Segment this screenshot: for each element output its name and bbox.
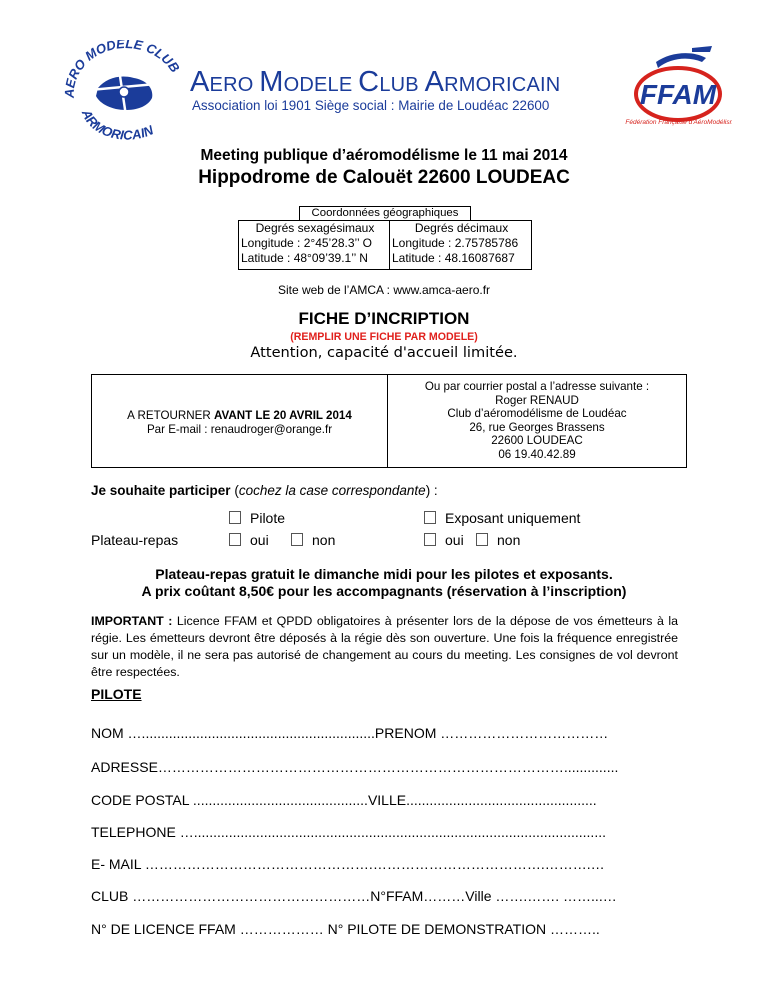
exposant-plateau-oui[interactable]: oui: [424, 532, 464, 548]
pilote-oui-checkbox[interactable]: [229, 533, 241, 546]
club-logo: [60, 40, 190, 145]
exposant-label: Exposant uniquement: [445, 510, 581, 526]
return-prefix: A RETOURNER: [127, 409, 214, 422]
return-postal-block: [388, 380, 686, 461]
plateau-label: Plateau-repas: [91, 532, 179, 548]
ffam-logo-subtext: Fédération Française d'AéroModélisme: [625, 119, 732, 126]
exposant-checkbox[interactable]: [424, 511, 436, 524]
coords-heading: Coordonnées géographiques: [299, 206, 471, 220]
exposant-non-checkbox[interactable]: [476, 533, 488, 546]
field-telephone[interactable]: TELEPHONE …..........................................................................................................: [91, 824, 606, 840]
field-nom[interactable]: NOM …............................................................PRENOM ………………………………: [91, 725, 609, 741]
logo-bottom-text: ARMORICAIN: [78, 107, 156, 143]
return-email-block: [92, 409, 387, 437]
return-deadline: AVANT LE 20 AVRIL 2014: [213, 409, 352, 422]
pilote-non-checkbox[interactable]: [291, 533, 303, 546]
postal-phone: 06 19.40.42.89: [498, 447, 576, 461]
form-note: (REMPLIR UNE FICHE PAR MODELE): [290, 331, 478, 343]
important-notice: [91, 613, 678, 681]
postal-intro: Ou par courrier postal a l’adresse suivante :: [424, 380, 650, 393]
meeting-place: Hippodrome de Calouët 22600 LOUDEAC: [198, 167, 570, 188]
postal-city: 22600 LOUDEAC: [491, 434, 583, 447]
important-label: IMPORTANT :: [91, 614, 173, 628]
meeting-title: Meeting publique d’aéromodélisme le 11 mai 2014: [200, 147, 568, 164]
postal-name: Roger RENAUD: [495, 393, 579, 407]
exposant-option[interactable]: [424, 510, 580, 526]
pilote-checkbox[interactable]: [229, 511, 241, 524]
form-title: FICHE D’INCRIPTION: [298, 309, 470, 328]
ffam-logo: [622, 42, 732, 138]
logo-top-text: AERO MODELE CLUB: [61, 40, 183, 99]
participation-title: Je souhaite participer (cochez la case correspondante) :: [91, 483, 438, 498]
plateau-description: Plateau-repas gratuit le dimanche midi pour les pilotes et exposants. A prix coûtant 8,50€ pour les accompagnants (réservation à l’inscription): [141, 566, 627, 599]
coords-table: [238, 220, 532, 270]
club-name: AERO MODELE CLUB ARMORICAIN: [190, 66, 561, 98]
field-licence[interactable]: N° DE LICENCE FFAM ……………… N° PILOTE DE DEMONSTRATION ………..: [91, 921, 600, 937]
postal-club: Club d’aéromodélisme de Loudéac: [447, 407, 627, 420]
exposant-plateau-non[interactable]: non: [476, 532, 520, 548]
field-code-postal[interactable]: CODE POSTAL .............................................VILLE.................................................: [91, 792, 597, 808]
field-adresse[interactable]: ADRESSE……………………………………………………………………………..............: [91, 759, 619, 775]
website-line: Site web de l’AMCA : www.amca-aero.fr: [277, 283, 491, 297]
capacity-warning: Attention, capacité d'accueil limitée.: [250, 344, 518, 361]
important-text: Licence FFAM et QPDD obligatoires à présenter lors de la dépose de vos émetteurs à la régie. Les émetteurs devront être déposés à la régie dès son ouverture. Une fois la fréquence enregistrée sur un modèle, il ne sera pas autorisé de changement au cours du meeting. Les consignes de vol devront être respectées.: [91, 614, 678, 679]
club-subtitle: Association loi 1901 Siège social : Mairie de Loudéac 22600: [192, 98, 550, 113]
pilote-plateau-non[interactable]: non: [291, 532, 335, 548]
field-email[interactable]: E- MAIL ………………………………………….……………………………….……….…: [91, 856, 605, 872]
exposant-oui-checkbox[interactable]: [424, 533, 436, 546]
coords-sexa-header: Degrés sexagésimaux: [255, 221, 375, 235]
coords-dec-lat: Latitude : 48.16087687: [392, 251, 515, 265]
pilote-plateau-oui[interactable]: oui: [229, 532, 269, 548]
return-email: Par E-mail : renaudroger@orange.fr: [146, 423, 333, 436]
coords-sexa-lat: Latitude : 48°09’39.1’’ N: [241, 251, 368, 265]
svg-text:ARMORICAIN: [78, 106, 156, 142]
pilote-label: Pilote: [250, 510, 286, 526]
field-club[interactable]: CLUB ……………………………………………N°FFAM………Ville …….……. ……...…: [91, 888, 617, 904]
return-box: [91, 374, 687, 468]
coords-sexa-lon: Longitude : 2°45’28.3’’ O: [241, 236, 372, 250]
coords-dec-lon: Longitude : 2.75785786: [392, 236, 519, 250]
postal-street: 26, rue Georges Brassens: [469, 420, 605, 434]
ffam-logo-text: FFAM: [639, 79, 717, 110]
pilote-heading: PILOTE: [91, 686, 142, 702]
coords-dec-header: Degrés décimaux: [414, 221, 509, 235]
pilote-option[interactable]: [229, 510, 285, 526]
